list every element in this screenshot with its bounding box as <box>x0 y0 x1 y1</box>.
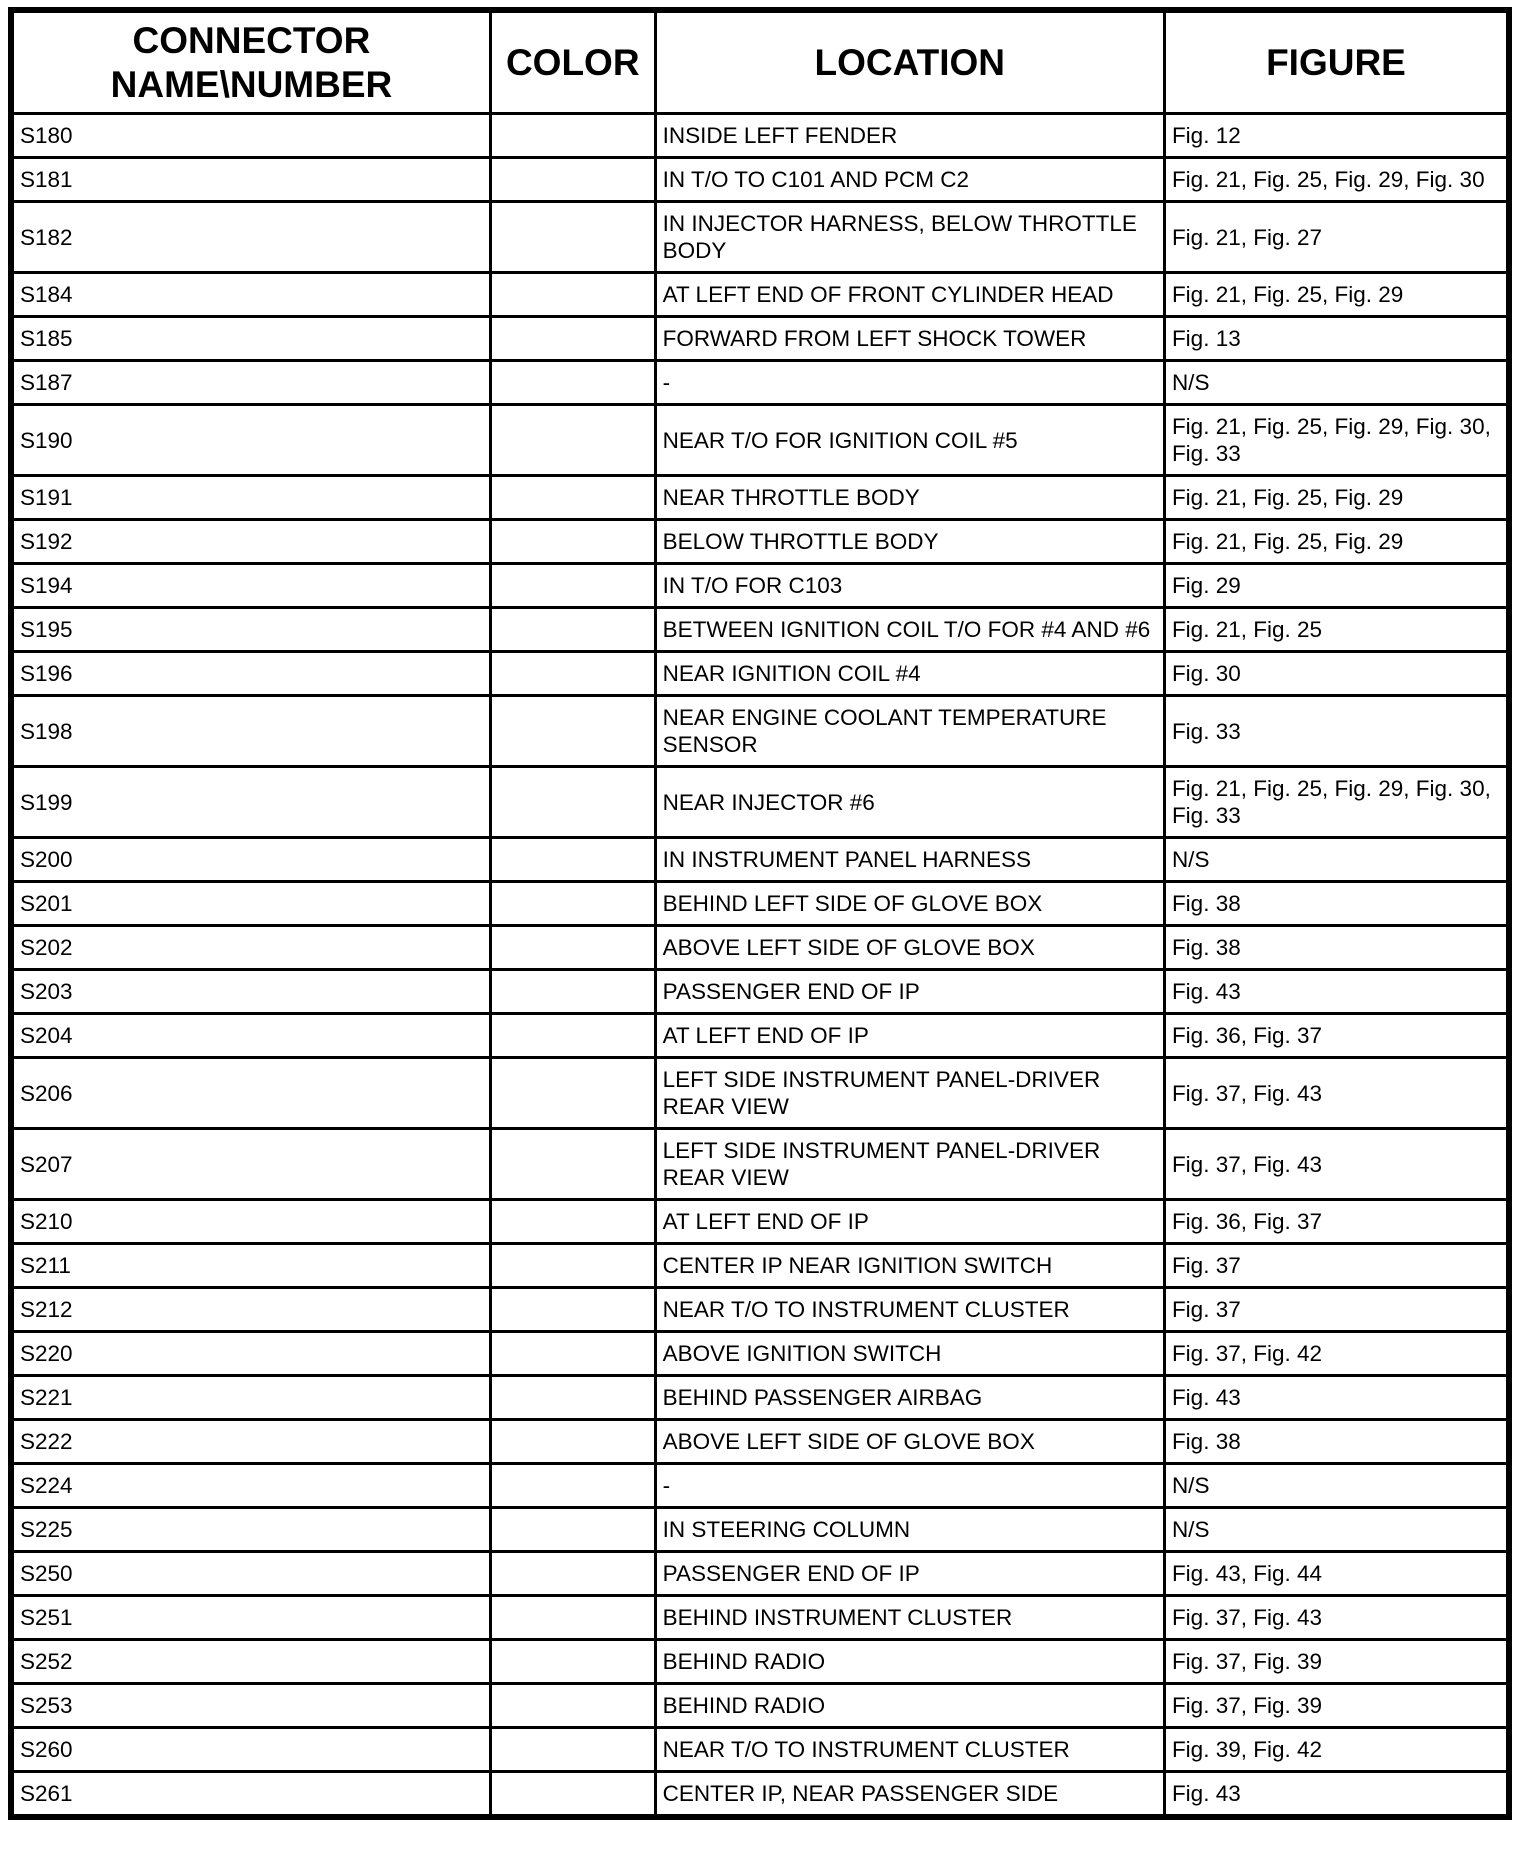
header-location: LOCATION <box>655 10 1164 114</box>
figure-cell: Fig. 38 <box>1164 882 1509 926</box>
color-cell <box>490 1014 655 1058</box>
location-cell: LEFT SIDE INSTRUMENT PANEL-DRIVER REAR VIEW <box>655 1058 1164 1129</box>
location-cell: PASSENGER END OF IP <box>655 970 1164 1014</box>
table-row <box>11 361 1509 405</box>
color-cell <box>490 1288 655 1332</box>
color-cell <box>490 1772 655 1818</box>
figure-cell: Fig. 21, Fig. 25, Fig. 29 <box>1164 476 1509 520</box>
color-cell <box>490 608 655 652</box>
table-row <box>11 838 1509 882</box>
connector-name-cell: S200 <box>11 838 490 882</box>
location-cell: NEAR T/O FOR IGNITION COIL #5 <box>655 405 1164 476</box>
connector-name-cell: S260 <box>11 1728 490 1772</box>
figure-cell: Fig. 12 <box>1164 114 1509 158</box>
table-row <box>11 1772 1509 1818</box>
table-row <box>11 405 1509 476</box>
location-cell: CENTER IP NEAR IGNITION SWITCH <box>655 1244 1164 1288</box>
table-row <box>11 1288 1509 1332</box>
connector-name-cell: S201 <box>11 882 490 926</box>
connector-name-cell: S192 <box>11 520 490 564</box>
connector-name-cell: S182 <box>11 202 490 273</box>
header-color: COLOR <box>490 10 655 114</box>
table-row <box>11 114 1509 158</box>
connector-name-cell: S195 <box>11 608 490 652</box>
connector-name-cell: S198 <box>11 696 490 767</box>
location-cell: NEAR INJECTOR #6 <box>655 767 1164 838</box>
location-cell: IN INSTRUMENT PANEL HARNESS <box>655 838 1164 882</box>
figure-cell: Fig. 37, Fig. 43 <box>1164 1058 1509 1129</box>
color-cell <box>490 114 655 158</box>
connector-name-cell: S184 <box>11 273 490 317</box>
location-cell: ABOVE LEFT SIDE OF GLOVE BOX <box>655 1420 1164 1464</box>
color-cell <box>490 405 655 476</box>
table-row <box>11 696 1509 767</box>
figure-cell: Fig. 21, Fig. 25, Fig. 29, Fig. 30, Fig. 33 <box>1164 405 1509 476</box>
table-row <box>11 476 1509 520</box>
color-cell <box>490 1200 655 1244</box>
location-cell: IN STEERING COLUMN <box>655 1508 1164 1552</box>
table-row <box>11 1332 1509 1376</box>
connector-location-table <box>8 7 1512 1820</box>
figure-cell: Fig. 21, Fig. 27 <box>1164 202 1509 273</box>
figure-cell: Fig. 37, Fig. 39 <box>1164 1640 1509 1684</box>
connector-name-cell: S251 <box>11 1596 490 1640</box>
location-cell: NEAR T/O TO INSTRUMENT CLUSTER <box>655 1728 1164 1772</box>
table-row <box>11 1058 1509 1129</box>
connector-name-cell: S191 <box>11 476 490 520</box>
table-row <box>11 1420 1509 1464</box>
color-cell <box>490 882 655 926</box>
table-body <box>11 114 1509 1818</box>
table-row <box>11 202 1509 273</box>
table-row <box>11 1728 1509 1772</box>
location-cell: - <box>655 1464 1164 1508</box>
color-cell <box>490 1464 655 1508</box>
connector-name-cell: S253 <box>11 1684 490 1728</box>
connector-name-cell: S194 <box>11 564 490 608</box>
figure-cell: Fig. 37, Fig. 43 <box>1164 1596 1509 1640</box>
header-figure: FIGURE <box>1164 10 1509 114</box>
table-row <box>11 1200 1509 1244</box>
color-cell <box>490 926 655 970</box>
table-row <box>11 1508 1509 1552</box>
color-cell <box>490 1420 655 1464</box>
location-cell: CENTER IP, NEAR PASSENGER SIDE <box>655 1772 1164 1818</box>
connector-name-cell: S210 <box>11 1200 490 1244</box>
color-cell <box>490 696 655 767</box>
table-row <box>11 1552 1509 1596</box>
table-row <box>11 1464 1509 1508</box>
color-cell <box>490 361 655 405</box>
connector-name-cell: S250 <box>11 1552 490 1596</box>
table-row <box>11 1376 1509 1420</box>
connector-name-cell: S221 <box>11 1376 490 1420</box>
connector-name-cell: S180 <box>11 114 490 158</box>
figure-cell: Fig. 37, Fig. 43 <box>1164 1129 1509 1200</box>
figure-cell: Fig. 37, Fig. 39 <box>1164 1684 1509 1728</box>
figure-cell: Fig. 43 <box>1164 970 1509 1014</box>
connector-name-cell: S220 <box>11 1332 490 1376</box>
connector-name-cell: S252 <box>11 1640 490 1684</box>
figure-cell: Fig. 39, Fig. 42 <box>1164 1728 1509 1772</box>
table-row <box>11 1244 1509 1288</box>
color-cell <box>490 520 655 564</box>
connector-name-cell: S225 <box>11 1508 490 1552</box>
location-cell: IN INJECTOR HARNESS, BELOW THROTTLE BODY <box>655 202 1164 273</box>
connector-name-cell: S212 <box>11 1288 490 1332</box>
figure-cell: Fig. 43 <box>1164 1772 1509 1818</box>
figure-cell: Fig. 43 <box>1164 1376 1509 1420</box>
figure-cell: Fig. 36, Fig. 37 <box>1164 1200 1509 1244</box>
figure-cell: Fig. 38 <box>1164 926 1509 970</box>
connector-name-cell: S224 <box>11 1464 490 1508</box>
color-cell <box>490 1684 655 1728</box>
table-row <box>11 564 1509 608</box>
table-row <box>11 1640 1509 1684</box>
color-cell <box>490 1058 655 1129</box>
color-cell <box>490 158 655 202</box>
location-cell: BEHIND PASSENGER AIRBAG <box>655 1376 1164 1420</box>
figure-cell: Fig. 37 <box>1164 1288 1509 1332</box>
color-cell <box>490 1552 655 1596</box>
table-row <box>11 1129 1509 1200</box>
table-header <box>11 10 1509 114</box>
figure-cell: N/S <box>1164 1508 1509 1552</box>
figure-cell: Fig. 38 <box>1164 1420 1509 1464</box>
figure-cell: Fig. 21, Fig. 25, Fig. 29, Fig. 30 <box>1164 158 1509 202</box>
table-row <box>11 520 1509 564</box>
color-cell <box>490 1728 655 1772</box>
figure-cell: Fig. 13 <box>1164 317 1509 361</box>
location-cell: - <box>655 361 1164 405</box>
figure-cell: Fig. 21, Fig. 25, Fig. 29 <box>1164 273 1509 317</box>
color-cell <box>490 1332 655 1376</box>
location-cell: ABOVE IGNITION SWITCH <box>655 1332 1164 1376</box>
figure-cell: Fig. 21, Fig. 25 <box>1164 608 1509 652</box>
location-cell: NEAR T/O TO INSTRUMENT CLUSTER <box>655 1288 1164 1332</box>
color-cell <box>490 652 655 696</box>
location-cell: BEHIND LEFT SIDE OF GLOVE BOX <box>655 882 1164 926</box>
color-cell <box>490 970 655 1014</box>
table-row <box>11 970 1509 1014</box>
location-cell: AT LEFT END OF IP <box>655 1014 1164 1058</box>
figure-cell: Fig. 21, Fig. 25, Fig. 29 <box>1164 520 1509 564</box>
table-row <box>11 317 1509 361</box>
color-cell <box>490 767 655 838</box>
location-cell: AT LEFT END OF IP <box>655 1200 1164 1244</box>
color-cell <box>490 476 655 520</box>
table-row <box>11 767 1509 838</box>
table-row <box>11 608 1509 652</box>
connector-name-cell: S187 <box>11 361 490 405</box>
figure-cell: N/S <box>1164 361 1509 405</box>
connector-name-cell: S190 <box>11 405 490 476</box>
table-row <box>11 158 1509 202</box>
table-row <box>11 1596 1509 1640</box>
figure-cell: Fig. 30 <box>1164 652 1509 696</box>
connector-name-cell: S206 <box>11 1058 490 1129</box>
connector-name-cell: S196 <box>11 652 490 696</box>
figure-cell: Fig. 21, Fig. 25, Fig. 29, Fig. 30, Fig. 33 <box>1164 767 1509 838</box>
connector-name-cell: S199 <box>11 767 490 838</box>
location-cell: BEHIND INSTRUMENT CLUSTER <box>655 1596 1164 1640</box>
table-row <box>11 1014 1509 1058</box>
location-cell: BETWEEN IGNITION COIL T/O FOR #4 AND #6 <box>655 608 1164 652</box>
color-cell <box>490 1129 655 1200</box>
location-cell: PASSENGER END OF IP <box>655 1552 1164 1596</box>
location-cell: NEAR ENGINE COOLANT TEMPERATURE SENSOR <box>655 696 1164 767</box>
figure-cell: Fig. 43, Fig. 44 <box>1164 1552 1509 1596</box>
connector-name-cell: S185 <box>11 317 490 361</box>
figure-cell: Fig. 36, Fig. 37 <box>1164 1014 1509 1058</box>
color-cell <box>490 1508 655 1552</box>
connector-name-cell: S211 <box>11 1244 490 1288</box>
connector-name-cell: S222 <box>11 1420 490 1464</box>
location-cell: BEHIND RADIO <box>655 1684 1164 1728</box>
figure-cell: N/S <box>1164 1464 1509 1508</box>
location-cell: IN T/O FOR C103 <box>655 564 1164 608</box>
color-cell <box>490 202 655 273</box>
location-cell: LEFT SIDE INSTRUMENT PANEL-DRIVER REAR VIEW <box>655 1129 1164 1200</box>
location-cell: BELOW THROTTLE BODY <box>655 520 1164 564</box>
table-row <box>11 882 1509 926</box>
figure-cell: Fig. 33 <box>1164 696 1509 767</box>
connector-name-cell: S207 <box>11 1129 490 1200</box>
connector-name-cell: S261 <box>11 1772 490 1818</box>
color-cell <box>490 564 655 608</box>
table-row <box>11 652 1509 696</box>
location-cell: FORWARD FROM LEFT SHOCK TOWER <box>655 317 1164 361</box>
color-cell <box>490 1376 655 1420</box>
connector-name-cell: S203 <box>11 970 490 1014</box>
connector-name-cell: S202 <box>11 926 490 970</box>
figure-cell: N/S <box>1164 838 1509 882</box>
color-cell <box>490 1640 655 1684</box>
location-cell: ABOVE LEFT SIDE OF GLOVE BOX <box>655 926 1164 970</box>
figure-cell: Fig. 29 <box>1164 564 1509 608</box>
color-cell <box>490 1244 655 1288</box>
table-row <box>11 273 1509 317</box>
table-row <box>11 1684 1509 1728</box>
header-connector-name: CONNECTOR NAME\NUMBER <box>11 10 490 114</box>
location-cell: NEAR THROTTLE BODY <box>655 476 1164 520</box>
color-cell <box>490 1596 655 1640</box>
color-cell <box>490 317 655 361</box>
location-cell: INSIDE LEFT FENDER <box>655 114 1164 158</box>
figure-cell: Fig. 37, Fig. 42 <box>1164 1332 1509 1376</box>
table-row <box>11 926 1509 970</box>
location-cell: NEAR IGNITION COIL #4 <box>655 652 1164 696</box>
location-cell: BEHIND RADIO <box>655 1640 1164 1684</box>
color-cell <box>490 838 655 882</box>
connector-name-cell: S204 <box>11 1014 490 1058</box>
location-cell: IN T/O TO C101 AND PCM C2 <box>655 158 1164 202</box>
connector-name-cell: S181 <box>11 158 490 202</box>
color-cell <box>490 273 655 317</box>
location-cell: AT LEFT END OF FRONT CYLINDER HEAD <box>655 273 1164 317</box>
header-row <box>11 10 1509 114</box>
figure-cell: Fig. 37 <box>1164 1244 1509 1288</box>
